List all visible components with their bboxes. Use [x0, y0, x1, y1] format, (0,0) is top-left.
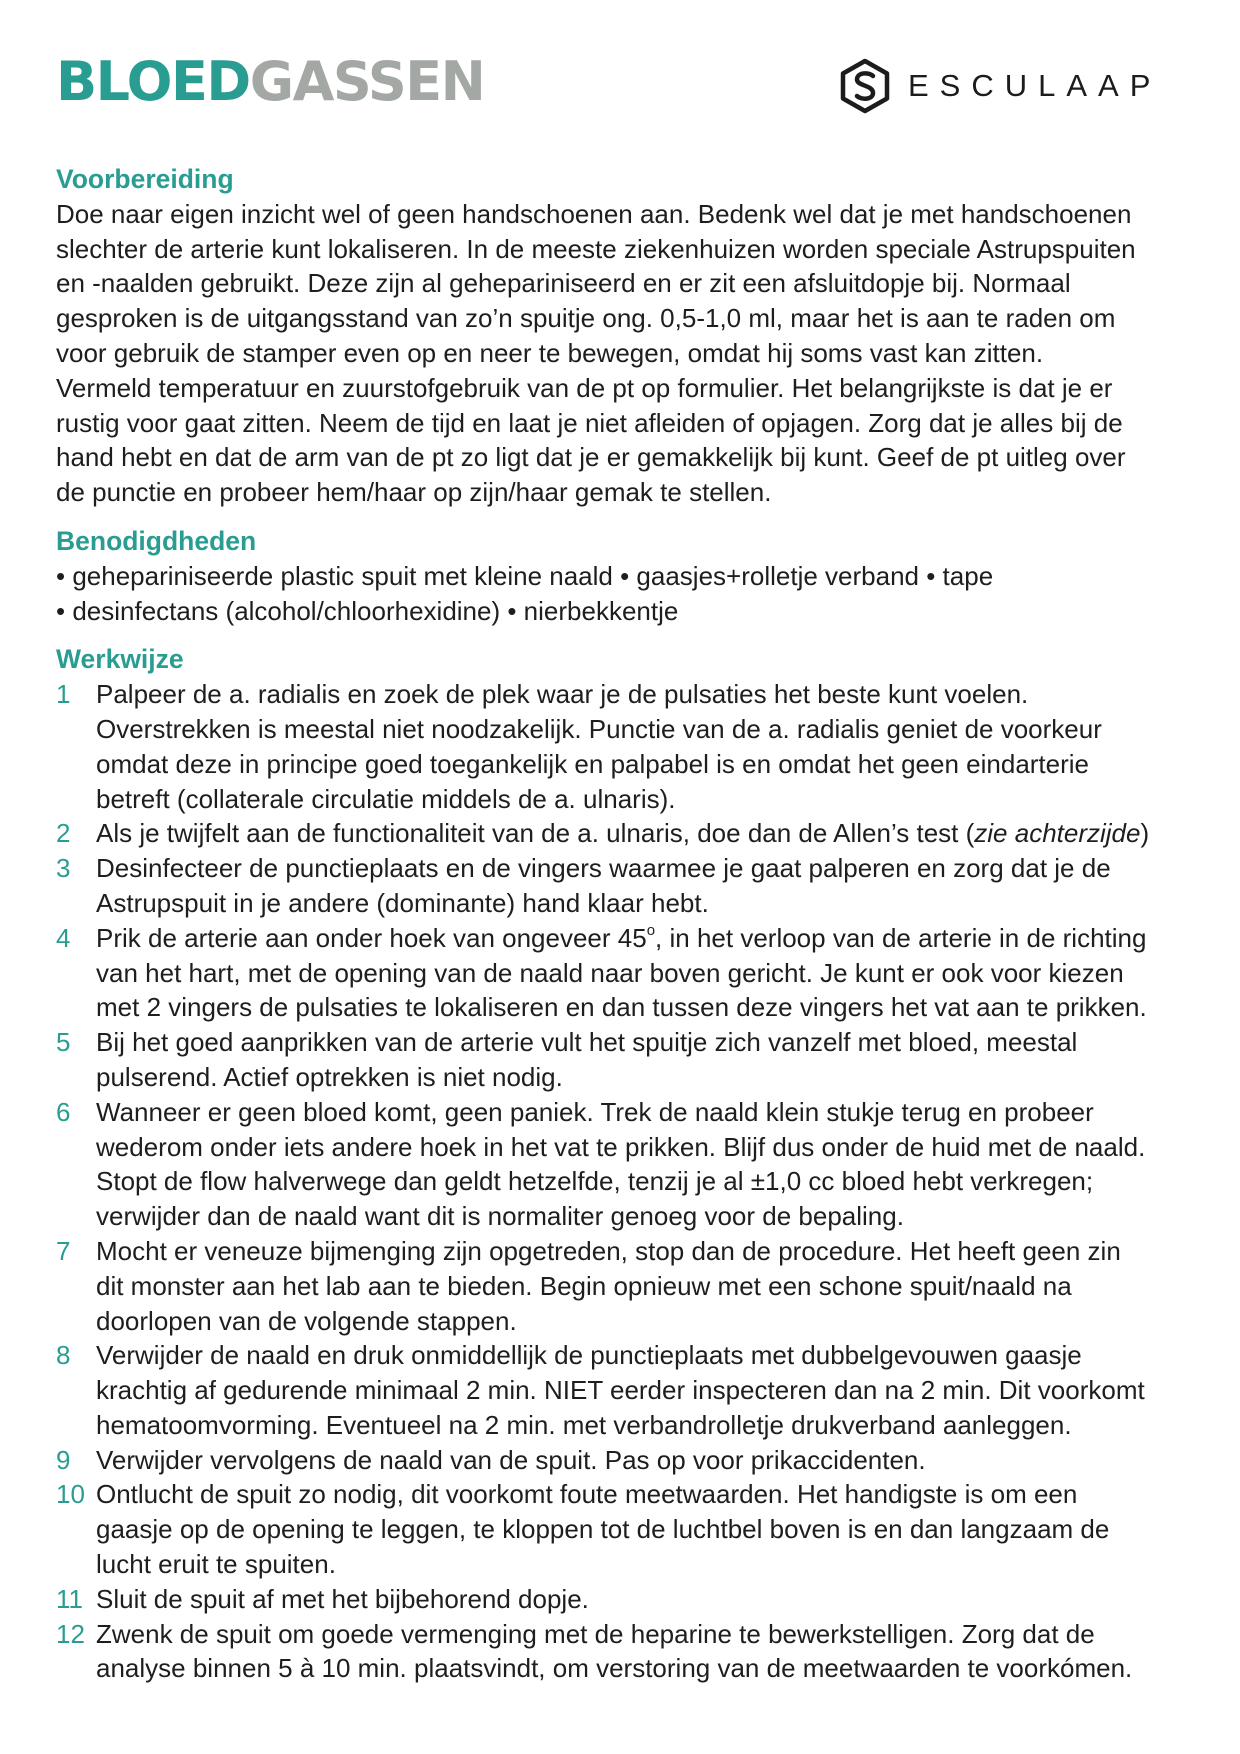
step-text: Palpeer de a. radialis en zoek de plek waar je de pulsaties het beste kunt voelen. Overstrekken is meestal niet noodzakelijk. Punctie van de a. radialis geniet de voorkeur omdat deze in principe goed toegankelijk en palpabel is en omdat het geen eindarterie betreft (collaterale circulatie middels de a. ulnaris). [96, 679, 1102, 814]
step-item [56, 1617, 1206, 1687]
step-text: Mocht er veneuze bijmenging zijn opgetreden, stop dan de procedure. Het heeft geen zin dit monster aan het lab aan te bieden. Begin opnieuw met een schone spuit/naald na doorlopen van de volgende stappen. [96, 1235, 1121, 1336]
step-text-main: Prik de arterie aan onder hoek van ongeveer 45 [96, 922, 647, 953]
step-number: 2 [56, 818, 71, 849]
heading-benodigdheden: Benodigdheden [56, 525, 257, 556]
step-text: Wanneer er geen bloed komt, geen paniek. Trek de naald klein stukje terug en probeer wederom onder iets andere hoek in het vat te prikken. Blijf dus onder de huid met de naald. Stopt de flow halverwege dan geldt hetzelfde, tenzij je al ±1,0 cc bloed hebt verkregen; verwijder dan de naald want dit is normaliter genoeg voor de bepaling. [96, 1096, 1146, 1232]
step-item [56, 1338, 1206, 1442]
brand-name: ESCULAAP [908, 68, 1162, 103]
benodigdheden-line: • gehepariniseerde plastic spuit met kleine naald • gaasjes+rolletje verband • tape [56, 560, 994, 591]
step-text: Desinfecteer de punctieplaats en de vingers waarmee je gaat palperen en zorg dat je de Astrupspuit in je andere (dominante) hand klaar hebt. [96, 853, 1111, 918]
step-text: Verwijder de naald en druk onmiddellijk de punctieplaats met dubbelgevouwen gaasje krachtig af gedurende minimaal 2 min. NIET eerder inspecteren dan na 2 min. Dit voorkomt hematoomvorming. Eventueel na 2 min. met verbandrolletje drukverband aanleggen. [96, 1340, 1145, 1440]
step-text-main: Als je twijfelt aan de functionaliteit van de a. ulnaris, doe dan de Allen’s test ( [96, 818, 975, 849]
step-item [56, 1234, 1206, 1338]
step-item [56, 1582, 1206, 1617]
heading-voorbereiding: Voorbereiding [56, 164, 234, 194]
document-title [56, 50, 484, 114]
step-number: 4 [56, 922, 71, 953]
step-number: 12 [56, 1618, 85, 1649]
werkwijze-steps [56, 677, 1206, 1686]
step-text: Bij het goed aanprikken van de arterie vult het spuitje zich vanzelf met bloed, meestal pulserend. Actief optrekken is niet nodig. [96, 1027, 1078, 1092]
step-number: 5 [56, 1027, 71, 1058]
step-number: 3 [56, 853, 71, 884]
step-item [56, 1443, 1206, 1478]
step-text: Verwijder vervolgens de naald van de spuit. Pas op voor prikaccidenten. [96, 1444, 926, 1475]
voorbereiding-text: Doe naar eigen inzicht wel of geen handschoenen aan. Bedenk wel dat je met handschoenen slechter de arterie kunt lokaliseren. In de meeste ziekenhuizen worden speciale Astrupspuiten en -naalden gebruikt. Deze zijn al gehepariniseerd en er zit een afsluitdopje bij. Normaal gesproken is de uitgangsstand van zo’n spuitje ong. 0,5-1,0 ml, maar het is aan te raden om voor gebruik de stamper even op en neer te bewegen, omdat hij soms vast kan zitten. Vermeld temperatuur en zuurstofgebruik van de pt op formulier. Het belangrijkste is dat je er rustig voor gaat zitten. Neem de tijd en laat je niet afleiden of opjagen. Zorg dat je alles bij de hand hebt en dat de arm van de pt zo ligt dat je er gemakkelijk bij kunt. Geef de pt uitleg over de punctie en probeer hem/haar op zijn/haar gemak te stellen. [56, 198, 1136, 508]
step-text: Zwenk de spuit om goede vermenging met de heparine te bewerkstelligen. Zorg dat de analyse binnen 5 à 10 min. plaatsvindt, om verstoring van de meetwaarden te voorkómen. [96, 1618, 1133, 1684]
step-text-after: , in het verloop van de arterie in de richting van het hart, met de opening van de naald naar boven gericht. Je kunt er ook voor kiezen met 2 vingers de pulsaties te lokaliseren en dan tussen deze vingers het vat aan te prikken. [96, 922, 1147, 1023]
step-item [56, 851, 1206, 921]
step-text-italic: zie achterzijde [974, 818, 1141, 849]
title-part-bloed: BLOED [56, 50, 250, 113]
step-number: 11 [56, 1583, 83, 1614]
step-number: 10 [56, 1479, 85, 1510]
step-number: 6 [56, 1096, 71, 1127]
step-number: 7 [56, 1235, 71, 1266]
step-text [96, 921, 1206, 1025]
degree-sign: o [646, 922, 656, 940]
step-number: 9 [56, 1444, 71, 1475]
benodigdheden-list [56, 559, 1206, 629]
step-text [96, 816, 1206, 851]
esculaap-s-hexagon-logo-icon [838, 58, 892, 114]
step-item [56, 677, 1206, 816]
heading-werkwijze: Werkwijze [56, 644, 184, 675]
step-item [56, 816, 1206, 851]
benodigdheden-line: • desinfectans (alcohol/chloorhexidine) • nierbekkentje [56, 595, 679, 626]
step-number: 1 [56, 679, 71, 710]
document-body [56, 162, 1206, 1686]
step-text: Ontlucht de spuit zo nodig, dit voorkomt foute meetwaarden. Het handigste is om een gaasje op de opening te leggen, te kloppen tot de luchtbel boven is en dan langzaam de lucht eruit te spuiten. [96, 1479, 1110, 1580]
step-item [56, 1025, 1206, 1095]
step-item [56, 1477, 1206, 1581]
step-item [56, 1095, 1206, 1234]
title-part-gassen: GASSEN [249, 50, 485, 113]
brand-logo [838, 58, 1161, 114]
step-item [56, 921, 1206, 1025]
step-text-after: ) [1140, 818, 1150, 849]
step-number: 8 [56, 1340, 71, 1371]
step-text: Sluit de spuit af met het bijbehorend dopje. [96, 1583, 589, 1614]
